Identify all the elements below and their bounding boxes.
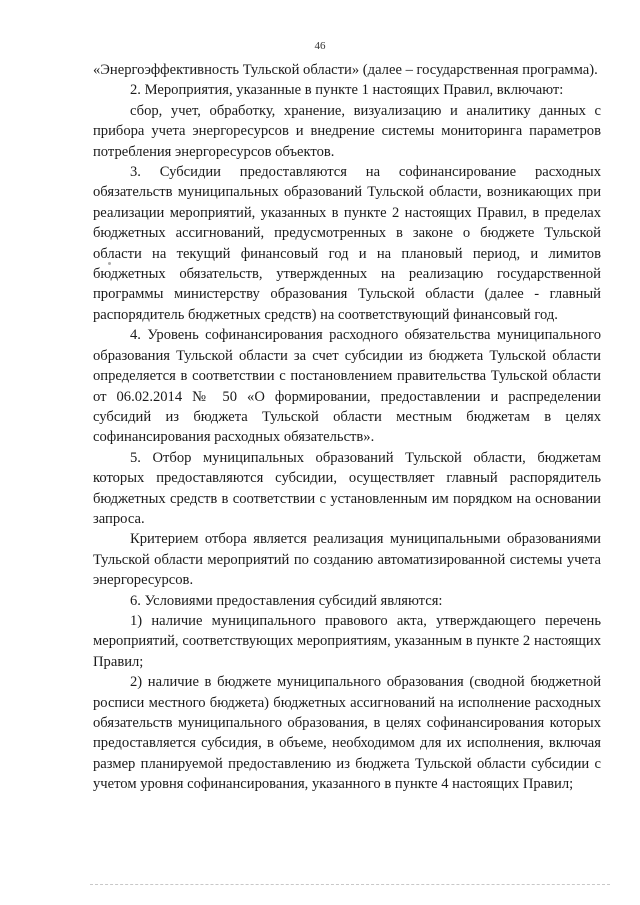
scan-artifact-line [90, 884, 610, 886]
paragraph-criterion: Критерием отбора является реализация муниципальными образованиями Тульской области мероприятий по созданию автоматизированной системы учета энергоресурсов. [93, 531, 601, 589]
paragraph-item-5: 5. Отбор муниципальных образований Тульской области, бюджетам которых предоставляются субсидии, осуществляет главный распорядитель бюджетных средств в соответствии с установленным им порядком на основании запроса. [93, 449, 601, 527]
paragraph-item-6: 6. Условиями предоставления субсидий являются: [130, 592, 443, 609]
paragraph-item-4: 4. Уровень софинансирования расходного обязательства муниципального образования Тульской области за счет субсидии из бюджета Тульской области определяется в соответствии с постановлением правительства Тульской области от 06.02.2014 № 50 «О формировании, предоставлении и распределении субсидий из бюджета Тульской области местным бюджетам в целях софинансирования расходных обязательств». [93, 327, 601, 446]
paragraph-item-3: 3. Субсидии предоставляются на софинансирование расходных обязательств муниципальных образований Тульской области, возникающих при реализации мероприятий, указанных в пункте 2 настоящих Правил, в пределах бюджетных ассигнований, предусмотренных в законе о бюджете Тульской области на текущий финансовый год и на плановый период, и лимитов бюджетных обязательств, утвержденных на реализацию государственной программы министерству образования Тульской области (далее - главный распорядитель бюджетных средств) на соответствующий финансовый год. [93, 164, 601, 323]
paragraph-item-2-detail: сбор, учет, обработку, хранение, визуализацию и аналитику данных с прибора учета энергоресурсов и внедрение системы мониторинга параметров потребления энергоресурсов объектов. [93, 102, 601, 160]
paragraph-item-2: 2. Мероприятия, указанные в пункте 1 настоящих Правил, включают: [130, 82, 564, 99]
page-number: 46 [314, 40, 326, 52]
paragraph-condition-1: 1) наличие муниципального правового акта, утверждающего перечень мероприятий, соответствующих мероприятиям, указанным в пункте 2 настоящих Правил; [93, 612, 601, 670]
document-body [93, 60, 601, 795]
paragraph-continuation: «Энергоэффективность Тульской области» (далее – государственная программа). [93, 62, 598, 78]
paragraph-condition-2: 2) наличие в бюджете муниципального образования (сводной бюджетной росписи местного бюджета) бюджетных ассигнований на исполнение расходных обязательств муниципального образования, в целях софинансирования которых предоставляется субсидия, в объеме, необходимом для их исполнения, включая размер планируемой предоставлению из бюджета Тульской области субсидии с учетом уровня софинансирования, указанного в пункте 4 настоящих Правил; [93, 674, 601, 793]
